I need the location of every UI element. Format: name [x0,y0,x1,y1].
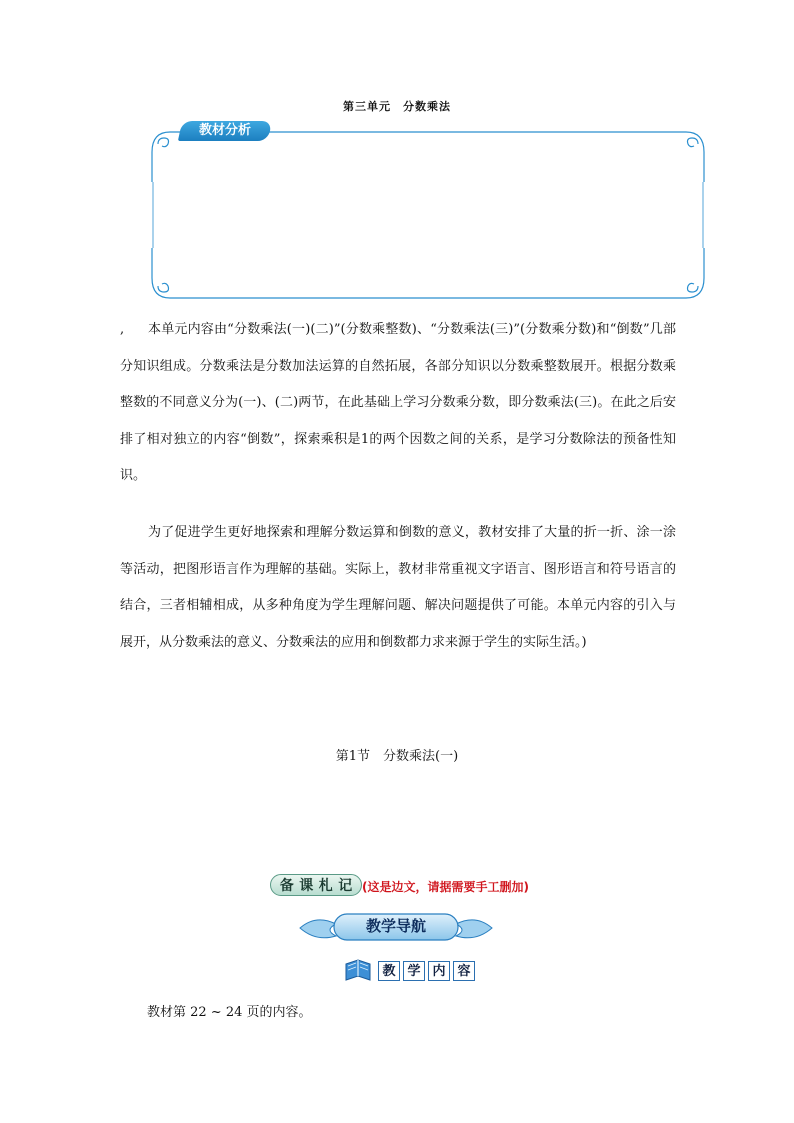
teaching-content-header [344,958,478,984]
badge-char: 记 [338,878,353,894]
lesson-notes-badge [270,874,362,896]
content-head-char: 容 [453,961,475,981]
badge-char: 札 [318,878,333,894]
content-head-char: 教 [378,961,400,981]
teaching-content-text: 教材第 22 ~ 24 页的内容。 [147,1005,312,1020]
unit-title: 第三单元 分数乘法 [343,100,451,113]
badge-char: 课 [299,878,314,894]
content-head-char: 学 [403,961,425,981]
analysis-frame [150,130,706,300]
leading-comma: , [120,322,125,337]
content-head-char: 内 [428,961,450,981]
badge-char: 备 [279,878,294,894]
paragraph-1: 本单元内容由“分数乘法(一)(二)”(分数乘整数)、“分数乘法(三)”(分数乘分数)和“倒数”几部分知识组成。分数乘法是分数加法运算的自然拓展，各部分知识以分数乘整数展开。根据分数乘整数的不同意义分为(一)、(二)两节，在此基础上学习分数乘分数，即分数乘法(三)。在此之后安排了相对独立的内容“倒数”，探索乘积是1的两个因数之间的关系，是学习分数除法的预备性知识。 [120,322,676,483]
paragraph-2: 为了促进学生更好地探索和理解分数运算和倒数的意义，教材安排了大量的折一折、涂一涂等活动，把图形语言作为理解的基础。实际上，教材非常重视文字语言、图形语言和符号语言的结合，三者相辅相成，从多种角度为学生理解问题、解决问题提供了可能。本单元内容的引入与展开，从分数乘法的意义、分数乘法的应用和倒数都力求来源于学生的实际生活。) [120,525,676,650]
book-icon [344,958,374,984]
side-note: (这是边文，请据需要手工删加) [362,880,529,894]
teaching-nav-label: 教学导航 [365,917,426,935]
analysis-tab-label: 教材分析 [198,123,251,138]
section-title: 第1节 分数乘法(一) [335,749,459,764]
